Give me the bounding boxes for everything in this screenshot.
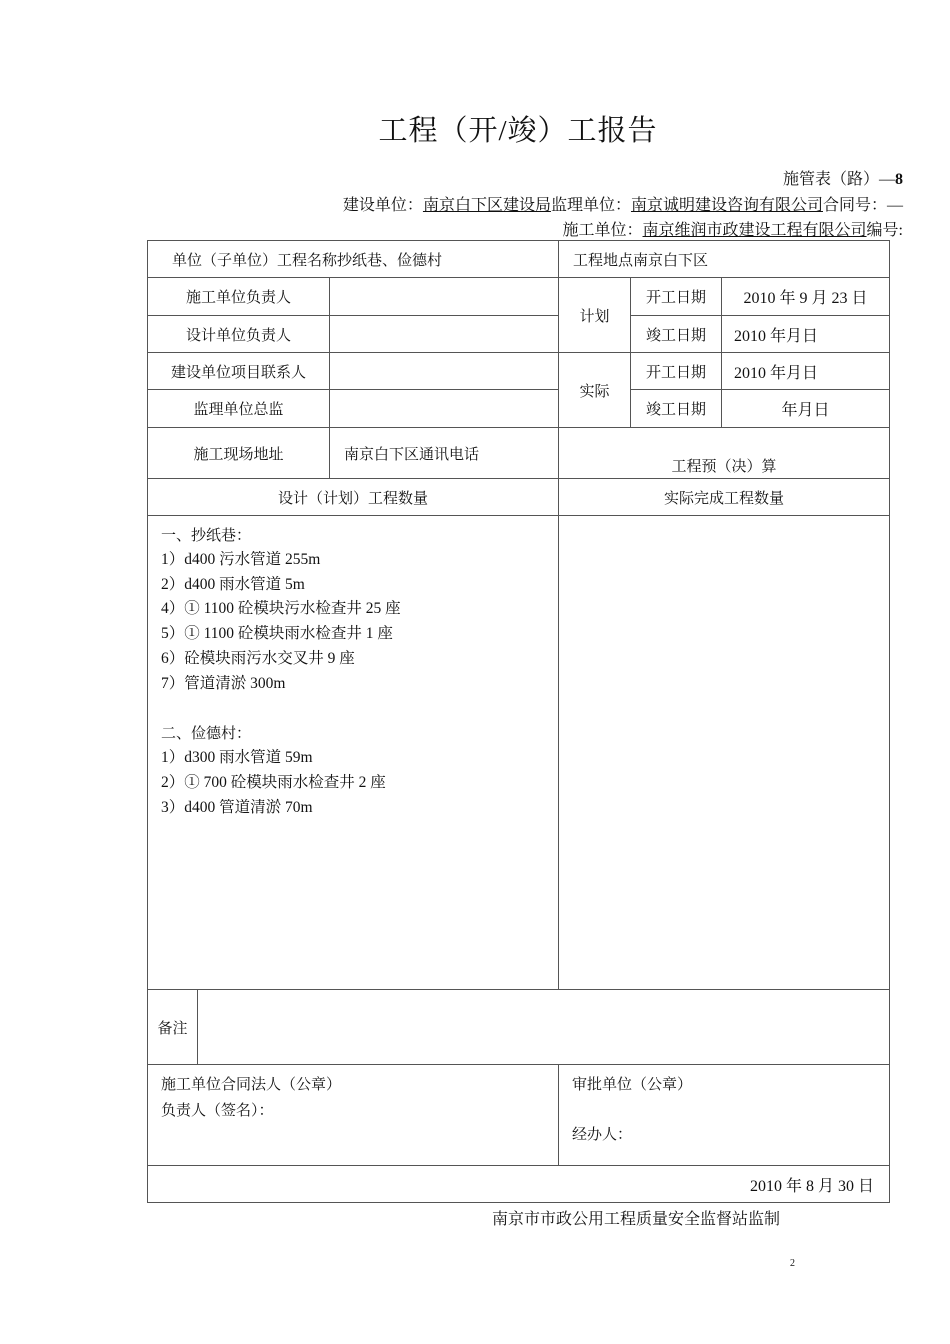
number-label: 编号: [866, 222, 903, 239]
section-heading: 二、俭德村： [161, 724, 252, 743]
chief-supervisor-value [330, 390, 559, 428]
page-title: 工程（开/竣）工报告 [378, 115, 658, 147]
chief-supervisor-label: 监理单位总监 [148, 390, 330, 428]
client-contact-value [330, 353, 559, 390]
plan-label: 计划 [559, 278, 631, 353]
header-line-contractor [563, 217, 903, 240]
contractor-name: 南京维润市政建设工程有限公司 [642, 222, 867, 239]
budget-label: 工程预（决）算 [559, 428, 890, 479]
list-item: 5）① 1100 砼模块雨水检查井 1 座 [161, 625, 393, 643]
list-item: 7）管道清淤 300m [161, 674, 286, 692]
report-table [147, 240, 890, 1203]
design-qty-list [148, 516, 559, 990]
plan-end-date: 2010 年月日 [722, 316, 890, 353]
form-code-number: 8 [895, 171, 903, 188]
contractor-signer-label: 负责人（签名）： [161, 1101, 274, 1119]
project-location-cell: 工程地点南京白下区 [559, 241, 890, 278]
supervisor-name: 南京诚明建设咨询有限公司 [630, 197, 823, 214]
list-item: 2）d400 雨水管道 5m [161, 575, 305, 593]
design-qty-header: 设计（计划）工程数量 [148, 479, 559, 516]
header-line-parties [343, 192, 903, 215]
section-heading: 一、抄纸巷： [161, 526, 252, 544]
list-item: 4）① 1100 砼模块污水检查井 25 座 [161, 600, 401, 618]
form-code [783, 166, 903, 189]
plan-start-label: 开工日期 [631, 278, 722, 316]
contractor-lead-value [330, 278, 559, 316]
list-item: 3）d400 管道清淤 70m [161, 798, 313, 816]
actual-start-date: 2010 年月日 [722, 353, 890, 390]
list-item: 1）d300 雨水管道 59m [161, 749, 313, 767]
contractor-label: 施工单位： [562, 222, 643, 239]
approval-seal-label: 审批单位（公章） [572, 1075, 693, 1093]
plan-end-label: 竣工日期 [631, 316, 722, 353]
contractor-seal-label: 施工单位合同法人（公章） [161, 1075, 342, 1093]
design-lead-label: 设计单位负责人 [148, 316, 330, 353]
client-label: 建设单位： [342, 197, 423, 214]
handler-label: 经办人： [572, 1125, 633, 1143]
actual-start-label: 开工日期 [631, 353, 722, 390]
actual-qty-header: 实际完成工程数量 [559, 479, 890, 516]
contractor-lead-label: 施工单位负责人 [148, 278, 330, 316]
site-address-value: 南京白下区通讯电话 [330, 428, 559, 479]
approval-signature-block [559, 1065, 890, 1166]
design-lead-value [330, 316, 559, 353]
contract-label: 合同号：— [822, 197, 903, 214]
project-name-cell: 单位（子单位）工程名称抄纸巷、俭德村 [148, 241, 559, 278]
footer-issuer: 南京市市政公用工程质量安全监督站监制 [492, 1211, 781, 1228]
remarks-label: 备注 [148, 990, 198, 1065]
supervisor-label: 监理单位： [550, 197, 631, 214]
list-item: 2）① 700 砼模块雨水检查井 2 座 [161, 773, 386, 791]
remarks-value [198, 990, 890, 1065]
page-number: 2 [790, 1258, 795, 1269]
list-item: 1）d400 污水管道 255m [161, 550, 321, 568]
actual-label: 实际 [559, 353, 631, 428]
site-address-label: 施工现场地址 [148, 428, 330, 479]
contractor-signature-block [148, 1065, 559, 1166]
client-name: 南京白下区建设局 [422, 197, 551, 214]
list-spacer [161, 697, 558, 722]
actual-qty-list [559, 516, 890, 990]
list-item: 6）砼模块雨污水交叉井 9 座 [161, 649, 355, 667]
client-contact-label: 建设单位项目联系人 [148, 353, 330, 390]
plan-start-date: 2010 年 9 月 23 日 [722, 278, 890, 316]
form-code-prefix: 施管表（路）— [782, 171, 895, 188]
report-date: 2010 年 8 月 30 日 [148, 1166, 890, 1203]
actual-end-date: 年月日 [722, 390, 890, 428]
actual-end-label: 竣工日期 [631, 390, 722, 428]
